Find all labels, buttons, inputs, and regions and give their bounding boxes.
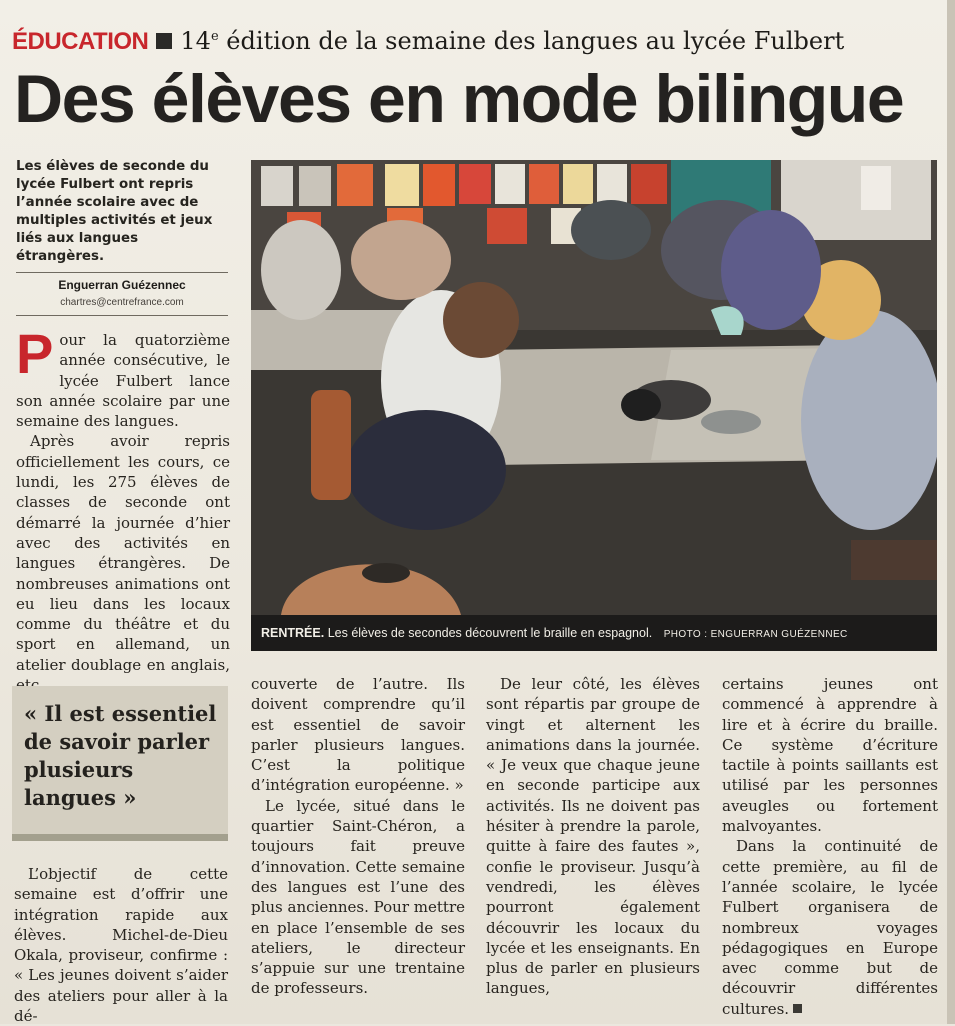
byline-rule-top — [16, 272, 228, 273]
column-1-body — [16, 322, 230, 695]
page-edge — [947, 0, 955, 1024]
column-4-body — [722, 674, 938, 1019]
paragraph: Le lycée, situé dans le quartier Saint-Chéron, a toujours fait preuve d’innovation. Cette semaine des langues est l’une des plus anciennes. Pour mettre en place l’ensemble de ses ateliers, le directeur s’appuie sur une trentaine de professeurs. — [251, 796, 465, 998]
byline-email: chartres@centrefrance.com — [60, 297, 184, 308]
paragraph: certains jeunes ont commencé à apprendre à lire et à écrire du braille. Ce système d’écriture tactile à points saillants est utilisé par les personnes aveugles ou fortement malvoyantes. — [722, 675, 938, 836]
kicker-line — [12, 20, 844, 59]
kicker-superscript: e — [210, 29, 219, 44]
photo-illustration — [251, 160, 937, 651]
paragraph-text: Dans la continuité de cette première, au fil de l’année scolaire, le lycée Fulbert organisera de nombreux voyages pédagogiques en Europe avec comme but de découvrir différentes cultures. — [722, 837, 938, 1018]
byline-author: Enguerran Guézennec — [58, 278, 186, 292]
column-3-body — [486, 674, 700, 999]
pull-quote-text: « Il est essentiel de savoir parler plusieurs langues » — [24, 701, 217, 810]
paragraph-text: our la quatorzième année consécutive, le lycée Fulbert lance son année scolaire par une semaine des langues. — [16, 331, 230, 431]
classroom-photo — [251, 160, 937, 651]
kicker-text: édition de la semaine des langues au lycée Fulbert — [218, 27, 845, 55]
paragraph: L’objectif de cette semaine est d’offrir une intégration rapide aux élèves. Michel-de-Dieu Okala, proviseur, confirme : « Les jeunes doivent s’aider des ateliers pour aller à la dé- — [14, 865, 228, 1026]
column-1-continued — [14, 864, 228, 1026]
caption-lead: RENTRÉE. — [261, 626, 325, 640]
lead-paragraph: Les élèves de seconde du lycée Fulbert ont repris l’année scolaire avec de multiples activités et jeux liés aux langues étrangères. — [16, 159, 213, 264]
paragraph — [16, 322, 230, 431]
paragraph: De leur côté, les élèves sont répartis par groupe de vingt et alternent les animations dans la journée. « Je veux que chaque jeune en seconde participe aux activités. Ils ne doivent pas hésiter à prendre la parole, quitte à faire des fautes », confie le proviseur. Jusqu’à vendredi, les élèves pourront également découvrir les locaux du lycée et les enseignants. En plus de parler en plusieurs langues, — [486, 675, 700, 998]
byline-rule-bottom — [16, 315, 228, 316]
kicker-number: 14 — [180, 27, 211, 55]
paragraph: couverte de l’autre. Ils doivent comprendre qu’il est essentiel de savoir parler plusieurs langues. C’est la politique d’intégration européenne. » — [251, 675, 465, 795]
caption-text: Les élèves de secondes découvrent le braille en espagnol. — [327, 626, 653, 640]
headline: Des élèves en mode bilingue — [14, 61, 904, 137]
drop-cap: P — [16, 322, 54, 385]
section-rubric: ÉDUCATION — [12, 28, 149, 55]
paragraph — [722, 836, 938, 1019]
pull-quote — [12, 686, 228, 841]
photo-credit: PHOTO : ENGUERRAN GUÉZENNEC — [663, 629, 848, 640]
end-square-icon — [793, 1004, 802, 1013]
column-2-body — [251, 674, 465, 999]
square-bullet-icon — [156, 33, 172, 49]
photo-caption — [251, 615, 937, 651]
paragraph: Après avoir repris officiellement les cours, ce lundi, les 275 élèves de classes de seconde ont démarré la journée d’hier avec des activités en langues étrangères. De nombreuses animations ont eu lieu dans les locaux comme du théâtre et du sport en allemand, un atelier doublage en anglais, — [16, 432, 230, 674]
